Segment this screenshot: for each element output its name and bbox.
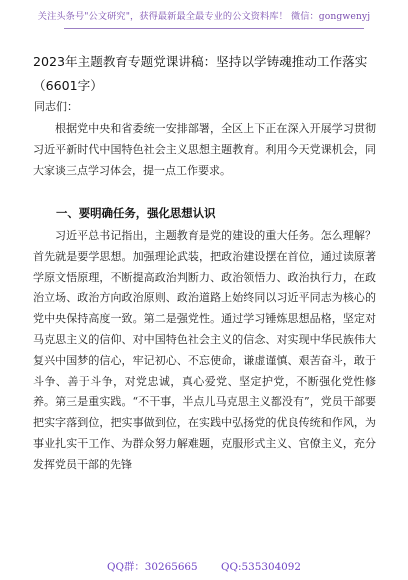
document-title: 2023年主题教育专题党课讲稿：坚持以学铸魂推动工作落实（6601字） [33,54,368,93]
header-divider [64,28,364,29]
section-heading: 一、要明确任务，强化思想认识 [56,206,216,220]
intro-paragraph: 根据党中央和省委统一安排部署，全区上下正在深入开展学习贯彻习近平新时代中国特色社会主义思想主题教育。利用今天党课机会，同大家谈三点学习体会，提一点工作要求。 [33,122,376,177]
header-note: 关注头条号"公文研究"，获得最新最全最专业的公文资料库！ 微信：gongwenyj [37,11,371,22]
qq-group: QQ群：30265665 [106,561,198,573]
salutation: 同志们： [34,100,78,113]
footer-contact [0,560,408,574]
section-paragraph: 习近平总书记指出，主题教育是党的建设的重大任务。怎么理解？首先就是要学思想。加强理论武装，把政治建设摆在首位，通过读原著学原文悟原理，不断提高政治判断力、政治领悟力、政治执行力，在政治立场、政治方向政治原则、政治道路上始终同以习近平同志为核心的党中央保持高度一致。第二是强党性。通过学习锤炼思想品格，坚定对马克思主义的信仰、对中国特色社会主义的信念、对实现中华民族伟大复兴中国梦的信心，牢记初心、不忘使命，谦虚谨慎、艰苦奋斗，敢于斗争、善于斗争，对党忠诚，真心爱党、坚定护党，不断强化党性修养。第三是重实践。“不干事，半点儿马克思主义都没有”，党员干部要把实字落到位，把实事做到位，在实践中弘扬党的优良传统和作风，为事业扎实干工作、为群众努力解难题，克服形式主义、官僚主义，充分发挥党员干部的先锋 [33,229,376,471]
qq-number: QQ:535304092 [220,561,302,573]
